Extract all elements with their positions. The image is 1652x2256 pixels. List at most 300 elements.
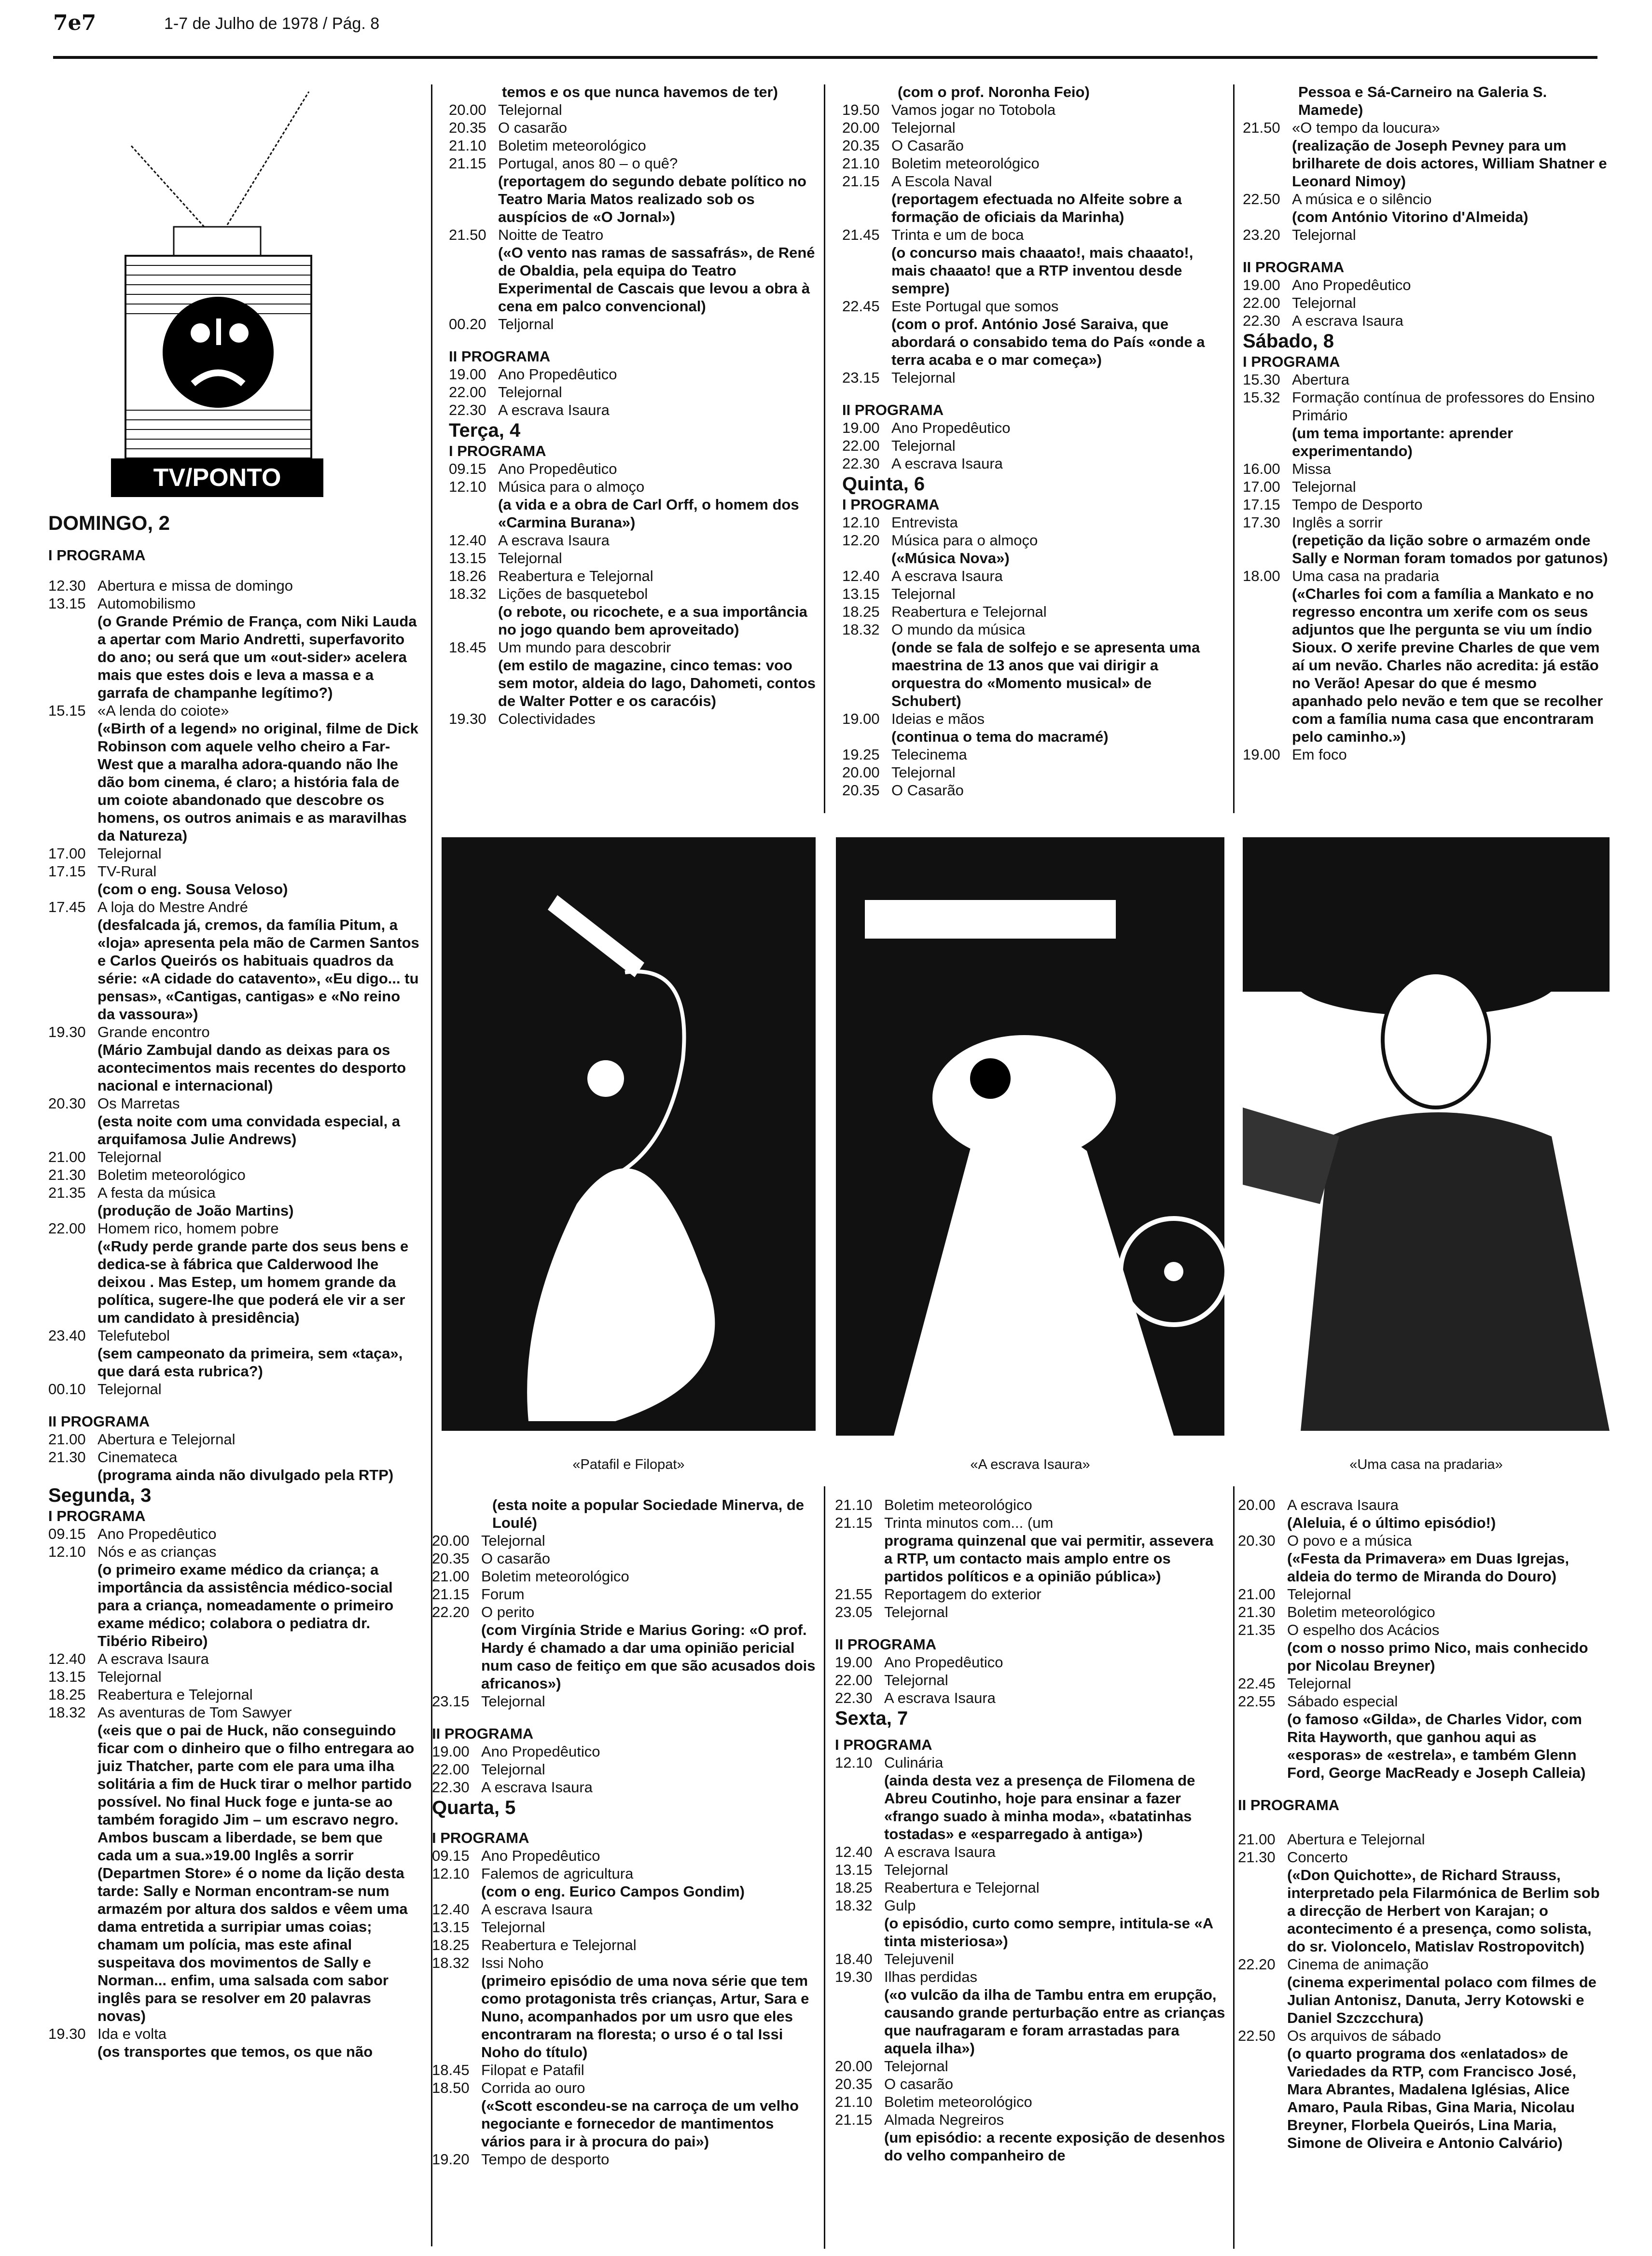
program-title: Noitte de Teatro (498, 226, 604, 243)
schedule-details (97, 898, 420, 1023)
schedule-time: 13.15 (48, 1668, 86, 1685)
program-title: Música para o almoço (498, 478, 645, 495)
schedule-list (432, 1532, 818, 1710)
program-title: Telejornal (97, 1149, 162, 1165)
schedule-entry (432, 1567, 818, 1585)
program-title: Música para o almoço (891, 532, 1038, 549)
program-title: Telejornal (97, 845, 162, 862)
schedule-time: 22.30 (842, 455, 880, 472)
schedule-entry (449, 478, 816, 531)
schedule-time: 22.30 (835, 1689, 873, 1706)
schedule-details (1292, 513, 1610, 567)
schedule-entry (449, 401, 816, 419)
schedule-details (884, 1879, 1226, 1896)
program-title: Telejornal (481, 1532, 545, 1549)
schedule-entry (842, 513, 1223, 531)
schedule-time: 21.00 (432, 1568, 470, 1585)
issue-date: 1-7 de Julho de 1978 / Pág. 8 (164, 14, 380, 33)
program-note: («Música Nova») (891, 550, 1010, 567)
schedule-list (432, 1847, 818, 2168)
schedule-entry (432, 1954, 818, 2061)
schedule-details (891, 455, 1223, 472)
schedule-entry (48, 1543, 420, 1650)
schedule-time: 15.15 (48, 702, 86, 719)
schedule-details (884, 1514, 1226, 1585)
tv-ponto-logo (111, 82, 323, 497)
column-divider (824, 84, 825, 813)
program-title: A festa da música (97, 1184, 216, 1201)
programa-heading: II PROGRAMA (835, 1636, 937, 1653)
schedule-time: 12.40 (48, 1650, 86, 1667)
schedule-time: 18.25 (835, 1879, 873, 1896)
schedule-entry (48, 1380, 420, 1398)
schedule-time: 18.45 (449, 639, 486, 656)
schedule-details (498, 710, 816, 728)
schedule-time: 22.00 (48, 1220, 86, 1237)
schedule-list (1238, 1830, 1610, 2152)
schedule-time: 20.30 (1238, 1532, 1276, 1549)
header-rule (53, 56, 1597, 59)
program-title: Telejornal (891, 119, 956, 136)
schedule-entry (842, 567, 1223, 585)
schedule-details (97, 1525, 420, 1543)
program-title: Telejornal (1287, 1675, 1351, 1692)
schedule-entry (842, 710, 1223, 746)
schedule-entry (842, 101, 1223, 119)
photo-caption: «Uma casa na pradaria» (1349, 1457, 1503, 1472)
schedule-details (1292, 294, 1610, 312)
schedule-details (891, 137, 1223, 154)
schedule-list (449, 460, 816, 728)
column-divider (824, 1486, 825, 2249)
schedule-entry (842, 119, 1223, 137)
program-title: As aventuras de Tom Sawyer (97, 1704, 292, 1721)
program-title: Nós e as crianças (97, 1543, 217, 1560)
program-note: («Rudy perde grande parte dos seus bens e dedica-se à fábrica que Calderwood lhe deixou . Mas Estep, um homem grande da política, sugere-lhe que poderá ele vir a ser um candidato à presidência) (97, 1238, 409, 1326)
schedule-details (891, 746, 1223, 763)
schedule-entry (835, 1896, 1226, 1950)
schedule-list (835, 1754, 1226, 2164)
schedule-time: 19.30 (449, 710, 486, 727)
program-note: (primeiro episódio de uma nova série que tem como protagonista três crianças, Artur, Sara e Nuno, acompanhados por um usro que eles encontraram na floresta; o urso é o tal Issi Noho do título) (481, 1972, 809, 2061)
schedule-entry (835, 1689, 1226, 1707)
program-title: Telecinema (891, 746, 967, 763)
schedule-entry (835, 1496, 1226, 1514)
schedule-entry (48, 1184, 420, 1219)
schedule-time: 18.26 (449, 567, 486, 584)
continued-text: Pessoa e Sá-Carneiro na Galeria S. Mamede) (1298, 83, 1547, 118)
schedule-entry (449, 531, 816, 549)
schedule-time: 13.15 (48, 595, 86, 612)
schedule-entry (1243, 388, 1610, 460)
program-title: Telejornal (481, 1919, 545, 1936)
program-title: Ano Propedêutico (481, 1743, 600, 1760)
program-note: (programa ainda não divulgado pela RTP) (97, 1467, 394, 1483)
program-title: Telejornal (1292, 478, 1356, 495)
schedule-details (97, 1380, 420, 1398)
column-2-top (449, 83, 816, 728)
schedule-time: 21.15 (835, 1514, 873, 1531)
schedule-details (1287, 1603, 1610, 1621)
program-title: A escrava Isaura (481, 1779, 593, 1796)
schedule-details (884, 1496, 1226, 1514)
program-title: Telejornal (884, 1604, 948, 1620)
schedule-details (97, 1668, 420, 1686)
schedule-details (884, 2075, 1226, 2093)
schedule-time: 15.32 (1243, 389, 1280, 406)
schedule-time: 22.45 (842, 298, 880, 315)
schedule-list (842, 419, 1223, 472)
program-title: A loja do Mestre André (97, 899, 248, 915)
schedule-entry (1243, 119, 1610, 190)
schedule-details (97, 862, 420, 898)
schedule-time: 18.32 (835, 1897, 873, 1914)
program-title: A escrava Isaura (891, 567, 1003, 584)
schedule-details (498, 226, 816, 315)
program-title: Telejornal (481, 1693, 545, 1710)
program-title: Reportagem do exterior (884, 1586, 1041, 1603)
schedule-list (432, 1743, 818, 1796)
program-title: Formação contínua de professores do Ensino Primário (1292, 389, 1595, 424)
schedule-entry (1238, 1848, 1610, 1955)
schedule-entry (432, 1760, 818, 1778)
program-title: O Casarão (891, 137, 964, 154)
schedule-entry (842, 621, 1223, 710)
program-note: («O vento nas ramas de sassafrás», de René de Obaldia, pela equipa do Teatro Experimental de Cascais que levou a obra à cena em palco convencional) (498, 244, 815, 315)
schedule-entry (842, 369, 1223, 387)
tv-set-icon (111, 82, 323, 497)
program-title: Boletim meteorológico (481, 1568, 629, 1585)
program-note: (o Grande Prémio de França, com Niki Lauda a apertar com Mario Andretti, superfavorito do ano; ou será que um «out-sider» acelera mais que estes dois e leva a massa e a garrafa de champanhe legítimo?) (97, 613, 417, 701)
schedule-entry (835, 1968, 1226, 2057)
program-note: (cinema experimental polaco com filmes de Julian Antonisz, Danuta, Jerry Kotowski e Daniel Szczcchura) (1287, 1974, 1596, 2026)
schedule-time: 00.20 (449, 316, 486, 332)
schedule-time: 20.30 (48, 1095, 86, 1112)
schedule-details (884, 1689, 1226, 1707)
schedule-time: 18.25 (48, 1686, 86, 1703)
schedule-time: 19.00 (1243, 746, 1280, 763)
program-title: Inglês a sorrir (1292, 514, 1383, 531)
schedule-details (891, 567, 1223, 585)
schedule-time: 18.45 (432, 2062, 470, 2078)
schedule-entry (432, 1532, 818, 1550)
schedule-entry (48, 1219, 420, 1327)
schedule-entry (835, 1879, 1226, 1896)
program-title: Os Marretas (97, 1095, 180, 1112)
schedule-time: 21.15 (835, 2111, 873, 2128)
program-title: Reabertura e Telejornal (97, 1686, 253, 1703)
schedule-time: 19.00 (1243, 277, 1280, 293)
program-title: Portugal, anos 80 – o quê? (498, 155, 678, 172)
program-note: (com o eng. Sousa Veloso) (97, 881, 288, 898)
schedule-details (891, 419, 1223, 437)
program-title: Telejornal (891, 369, 956, 386)
schedule-details (97, 702, 420, 844)
schedule-details (97, 1703, 420, 2025)
schedule-time: 21.00 (48, 1149, 86, 1165)
program-note: (realização de Joseph Pevney para um brilharete de dois actores, William Shatner e Leonard Nimoy) (1292, 137, 1607, 190)
schedule-details (97, 2025, 420, 2061)
column-2-bottom (432, 1496, 818, 2168)
program-title: «A lenda do coiote» (97, 702, 229, 719)
schedule-time: 21.50 (1243, 119, 1280, 136)
schedule-list (449, 101, 816, 333)
schedule-time: 21.00 (1238, 1831, 1276, 1848)
schedule-time: 20.00 (835, 2058, 873, 2075)
schedule-entry (48, 1148, 420, 1166)
schedule-details (891, 585, 1223, 603)
program-note: programa quinzenal que vai permitir, assevera a RTP, um contacto mais amplo entre os partidos políticos e a opinião pública») (884, 1532, 1214, 1585)
program-title: Ida e volta (97, 2025, 167, 2042)
schedule-entry (835, 1754, 1226, 1843)
schedule-time: 21.30 (48, 1449, 86, 1466)
schedule-time: 23.05 (835, 1604, 873, 1620)
schedule-time: 21.45 (842, 226, 880, 243)
schedule-details (97, 595, 420, 702)
schedule-entry (449, 567, 816, 585)
schedule-entry (1238, 2027, 1610, 2152)
schedule-time: 17.15 (1243, 496, 1280, 513)
schedule-entry (835, 1585, 1226, 1603)
program-title: A escrava Isaura (884, 1689, 996, 1706)
schedule-entry (1243, 478, 1610, 496)
continued-text: temos e os que nunca havemos de ter) (502, 83, 778, 100)
program-note: («Birth of a legend» no original, filme de Dick Robinson com aquele velho cheiro a Far-West que a maralha adora-quando não lhe dão bom cinema, é claro; a história fala de um coiote abandonado que descobre os homens, os outros animais e as maravilhas da Natureza) (97, 720, 418, 844)
program-title: Boletim meteorológico (97, 1166, 246, 1183)
schedule-time: 22.20 (432, 1604, 470, 1620)
schedule-time: 18.32 (432, 1954, 470, 1971)
schedule-entry (835, 2057, 1226, 2075)
program-title: Tempo de Desporto (1292, 496, 1423, 513)
program-title: Boletim meteorológico (891, 155, 1040, 172)
schedule-entry (1243, 567, 1610, 746)
schedule-entry (449, 549, 816, 567)
program-title: Abertura e Telejornal (97, 1431, 236, 1448)
schedule-list (835, 1653, 1226, 1707)
program-title: Telejornal (891, 585, 956, 602)
schedule-entry (835, 1603, 1226, 1621)
program-note: (em estilo de magazine, cinco temas: voo sem motor, aldeia do lago, Dahometi, contos de Walter Potter e os caracóis) (498, 657, 816, 709)
escrava-isaura-image (836, 837, 1224, 1436)
program-title: Issi Noho (481, 1954, 544, 1971)
schedule-details (1287, 1496, 1610, 1532)
schedule-time: 18.50 (432, 2079, 470, 2096)
schedule-entry (432, 2150, 818, 2168)
schedule-details (481, 1585, 818, 1603)
schedule-time: 12.10 (449, 478, 486, 495)
schedule-details (498, 154, 816, 226)
schedule-entry (1238, 1830, 1610, 1848)
program-title: A escrava Isaura (481, 1901, 593, 1918)
schedule-details (1292, 478, 1610, 496)
schedule-details (498, 137, 816, 154)
day-heading-quinta: Quinta, 6 (842, 473, 925, 495)
programa-heading: I PROGRAMA (48, 1508, 146, 1524)
schedule-entry (835, 1950, 1226, 1968)
schedule-details (1287, 1675, 1610, 1692)
schedule-time: 09.15 (48, 1525, 86, 1542)
schedule-time: 17.00 (1243, 478, 1280, 495)
programa-heading: I PROGRAMA (449, 443, 546, 459)
schedule-time: 22.30 (449, 401, 486, 418)
program-note: (o rebote, ou ricochete, e a sua importância no jogo quando bem aproveitado) (498, 603, 807, 638)
schedule-details (1292, 119, 1610, 190)
schedule-time: 21.55 (835, 1586, 873, 1603)
schedule-details (481, 1847, 818, 1865)
program-title: Boletim meteorológico (884, 1496, 1032, 1513)
schedule-entry (48, 1327, 420, 1380)
schedule-entry (842, 137, 1223, 154)
program-title: Concerto (1287, 1849, 1348, 1866)
schedule-time: 19.30 (48, 2025, 86, 2042)
column-3-top (842, 83, 1223, 799)
schedule-time: 12.20 (842, 532, 880, 549)
program-title: O casarão (498, 119, 568, 136)
schedule-details (884, 2111, 1226, 2164)
program-title: A escrava Isaura (884, 1843, 996, 1860)
schedule-time: 20.35 (842, 782, 880, 799)
schedule-entry (449, 710, 816, 728)
schedule-details (884, 2093, 1226, 2111)
schedule-details (97, 1448, 420, 1484)
schedule-details (481, 1954, 818, 2061)
program-title: Colectividades (498, 710, 596, 727)
program-note: (repetição da lição sobre o armazém onde Sally e Norman foram tomados por gatunos) (1292, 532, 1608, 567)
schedule-details (498, 549, 816, 567)
schedule-details (884, 1896, 1226, 1950)
schedule-time: 18.40 (835, 1951, 873, 1967)
schedule-entry (432, 1603, 818, 1692)
program-title: Telefutebol (97, 1327, 170, 1344)
schedule-details (481, 1918, 818, 1936)
program-title: Ano Propedêutico (498, 366, 617, 383)
schedule-details (1292, 190, 1610, 226)
program-title: A música e o silêncio (1292, 191, 1432, 208)
schedule-entry (432, 2061, 818, 2079)
schedule-entry (432, 1936, 818, 1954)
schedule-entry (835, 2075, 1226, 2093)
publication-logo: 7e7 (53, 11, 97, 35)
schedule-details (481, 1936, 818, 1954)
schedule-time: 19.00 (842, 419, 880, 436)
schedule-time: 19.00 (842, 710, 880, 727)
schedule-time: 23.15 (842, 369, 880, 386)
photo-casa-pradaria (1243, 837, 1610, 1431)
schedule-details (891, 172, 1223, 226)
schedule-entry (48, 1094, 420, 1148)
program-title: Filopat e Patafil (481, 2062, 584, 2078)
schedule-details (498, 383, 816, 401)
schedule-details (891, 101, 1223, 119)
schedule-details (481, 2150, 818, 2168)
program-title: Telejornal (884, 2058, 948, 2075)
program-title: A escrava Isaura (891, 455, 1003, 472)
schedule-details (481, 1567, 818, 1585)
program-title: O espelho dos Acácios (1287, 1621, 1440, 1638)
schedule-time: 19.00 (432, 1743, 470, 1760)
program-title: A escrava Isaura (1287, 1496, 1399, 1513)
column-3-bottom (835, 1496, 1226, 2164)
schedule-entry (449, 383, 816, 401)
schedule-entry (1243, 226, 1610, 244)
schedule-details (1287, 1621, 1610, 1675)
schedule-details (481, 1692, 818, 1710)
schedule-details (891, 710, 1223, 746)
program-title: Boletim meteorológico (1287, 1604, 1435, 1620)
schedule-entry (449, 137, 816, 154)
schedule-entry (1238, 1532, 1610, 1585)
schedule-entry (449, 315, 816, 333)
program-title: Telejornal (97, 1668, 162, 1685)
program-title: O perito (481, 1604, 535, 1620)
schedule-entry (432, 1585, 818, 1603)
schedule-details (1292, 388, 1610, 460)
schedule-details (1292, 496, 1610, 513)
schedule-entry (432, 1918, 818, 1936)
program-note: (o primeiro exame médico da criança; a importância da assistência médico-social para a criança, nomeadamente o primeiro exame médico; colabora o pediatra dr. Tibério Ribeiro) (97, 1561, 394, 1649)
programa-heading: I PROGRAMA (835, 1736, 932, 1753)
schedule-details (97, 1543, 420, 1650)
schedule-entry (48, 1525, 420, 1543)
schedule-entry (1243, 294, 1610, 312)
program-note: (sem campeonato da primeira, sem «taça», que dará esta rubrica?) (97, 1345, 403, 1380)
schedule-entry (48, 702, 420, 844)
schedule-entry (1243, 276, 1610, 294)
schedule-entry (1238, 1621, 1610, 1675)
schedule-details (1287, 1692, 1610, 1782)
schedule-details (891, 437, 1223, 455)
schedule-time: 18.25 (432, 1937, 470, 1953)
photo-caption: «A escrava Isaura» (970, 1457, 1090, 1472)
program-note: («Don Quichotte», de Richard Strauss, interpretado pela Filarmónica de Berlim sob a direcção de Herbert von Karajan; o acontecimento é a presença, como solista, do sr. Violoncelo, Matislav Rostropovitch) (1287, 1867, 1600, 1955)
schedule-entry (449, 226, 816, 315)
schedule-time: 22.20 (1238, 1956, 1276, 1973)
schedule-time: 18.32 (842, 621, 880, 638)
program-title: Um mundo para descobrir (498, 639, 671, 656)
program-title: Vamos jogar no Totobola (891, 101, 1056, 118)
schedule-time: 12.40 (432, 1901, 470, 1918)
column-divider (1233, 1486, 1235, 2249)
schedule-time: 20.00 (1238, 1496, 1276, 1513)
program-title: Telejornal (481, 1761, 545, 1778)
schedule-entry (48, 844, 420, 862)
program-title: TV-Rural (97, 863, 157, 880)
program-title: Ano Propedêutico (1292, 277, 1411, 293)
continued-text: (com o prof. Noronha Feio) (898, 83, 1090, 100)
program-title: Abertura e Telejornal (1287, 1831, 1425, 1848)
program-title: Em foco (1292, 746, 1347, 763)
schedule-time: 22.30 (432, 1779, 470, 1796)
schedule-details (1287, 1848, 1610, 1955)
schedule-list (48, 577, 420, 1398)
program-note: (a vida e a obra de Carl Orff, o homem dos «Carmina Burana») (498, 496, 799, 531)
program-note: («o vulcão da ilha de Tambu entra em erupção, causando grande perturbação entre as crianças que naufragaram e foram arrastadas para aquela ilha») (884, 1986, 1225, 2057)
program-title: Telejornal (97, 1381, 162, 1398)
schedule-entry (449, 585, 816, 638)
schedule-time: 20.35 (835, 2076, 873, 2092)
program-title: Abertura e missa de domingo (97, 577, 293, 594)
program-note: («eis que o pai de Huck, não conseguindo ficar com o dinheiro que o filho entregara ao juiz Thatcher, parte com ele para uma ilha solitária a fim de Huck tirar o melhor partido possível. No final Huck foge e junta-se ao também foragido Jim – um escravo negro. Ambos buscam a liberdade, se bem que cada um a sua.»19.00 Inglês a sorrir (Departmen Store» é o nome da lição desta tarde: Sally e Norman encontram-se num armazém por altura dos saldos e vêem uma dama entretida a surripiar umas coias; chamam um polícia, mas este afinal suspeitava dos movimentos de Sally e Norman... enfim, uma salsada com sabor inglês para se resolver em 20 palavras novas) (97, 1722, 415, 2024)
program-title: Culinária (884, 1754, 944, 1771)
schedule-details (884, 1603, 1226, 1621)
schedule-time: 09.15 (449, 460, 486, 477)
schedule-entry (1238, 1585, 1610, 1603)
schedule-entry (1243, 190, 1610, 226)
schedule-details (1292, 276, 1610, 294)
program-note: (com o prof. António José Saraiva, que abordará o consabido tema do País «onde a terra acaba e o mar começa») (891, 316, 1205, 368)
schedule-details (97, 577, 420, 595)
schedule-details (891, 763, 1223, 781)
